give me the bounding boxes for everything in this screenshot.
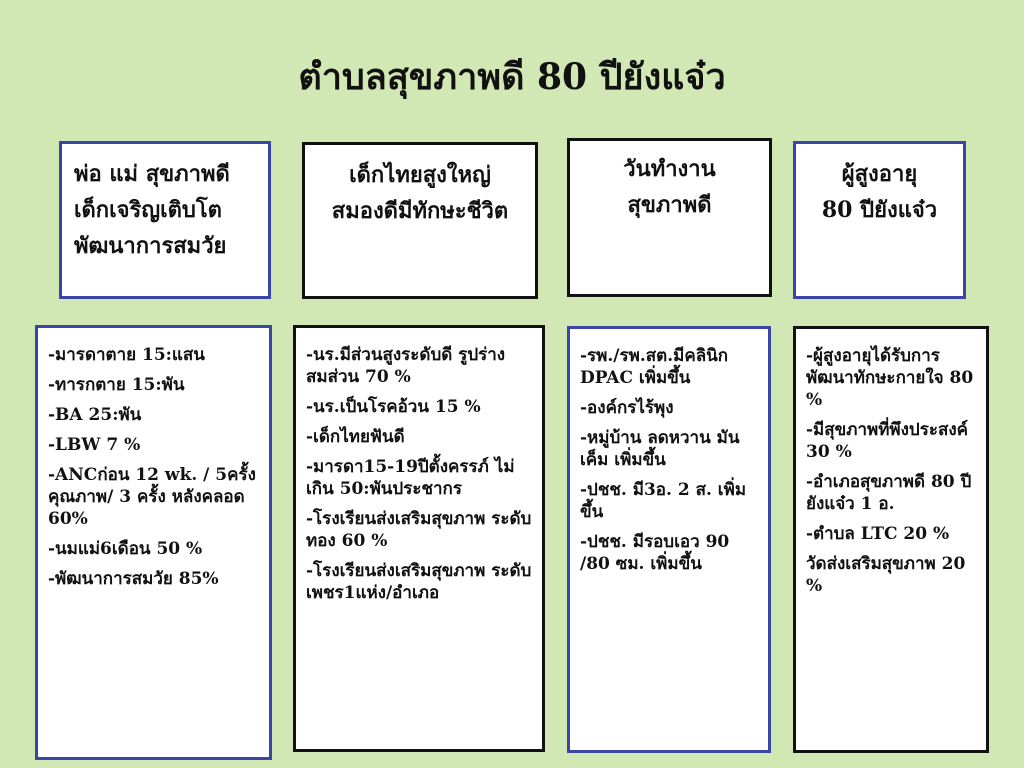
detail-item: -ทารกตาย 15:พัน — [48, 375, 185, 395]
detail-item: -พัฒนาการสมวัย 85% — [48, 569, 219, 589]
detail-item: -รพ./รพ.สต.มีคลินิก DPAC เพิ่มขึ้น — [580, 346, 729, 388]
detail-item: -หมู่บ้าน ลดหวาน มัน เค็ม เพิ่มขึ้น — [580, 428, 740, 470]
detail-item: -ตำบล LTC 20 % — [806, 524, 950, 544]
header-line: สุขภาพดี — [627, 192, 712, 218]
header-line: เด็กไทยสูงใหญ่ — [349, 162, 491, 188]
detail-item: -อำเภอสุขภาพดี 80 ปียังแจ๋ว 1 อ. — [806, 472, 972, 514]
detail-box-children — [293, 325, 545, 752]
slide-title: ตำบลสุขภาพดี 80 ปียังแจ๋ว — [298, 56, 726, 98]
detail-item: -มารดา15-19ปีตั้งครรภ์ ไม่เกิน 50:พันประชากร — [306, 457, 515, 499]
detail-item: -ผู้สูงอายุได้รับการพัฒนาทักษะกายใจ 80 % — [806, 346, 974, 410]
detail-item: -เด็กไทยฟันดี — [306, 427, 405, 447]
detail-item: -ปชช. มีรอบเอว 90 /80 ซม. เพิ่มขึ้น — [580, 532, 730, 574]
header-box-children — [302, 142, 538, 299]
detail-item: -BA 25:พัน — [48, 405, 142, 425]
header-line: ผู้สูงอายุ — [841, 161, 918, 187]
header-line: พ่อ แม่ สุขภาพดี — [74, 161, 230, 187]
detail-box-workers — [567, 326, 771, 753]
detail-item: -มีสุขภาพที่พึงประสงค์ 30 % — [806, 420, 969, 462]
header-box-workers — [567, 138, 772, 297]
detail-item: -ปชช. มี3อ. 2 ส. เพิ่มขึ้น — [580, 480, 747, 522]
header-line: เด็กเจริญเติบโต — [74, 197, 222, 223]
detail-box-parents — [35, 325, 272, 760]
header-box-elderly — [793, 141, 966, 299]
detail-item: -นร.เป็นโรคอ้วน 15 % — [306, 397, 481, 417]
detail-box-elderly — [793, 326, 989, 753]
detail-item: -โรงเรียนส่งเสริมสุขภาพ ระดับทอง 60 % — [306, 509, 532, 551]
detail-item: -โรงเรียนส่งเสริมสุขภาพ ระดับเพชร1แห่ง/อำเภอ — [306, 561, 532, 603]
detail-item: -ANCก่อน 12 wk. / 5ครั้งคุณภาพ/ 3 ครั้ง หลังคลอด 60% — [48, 465, 256, 529]
detail-item: -นร.มีส่วนสูงระดับดี รูปร่างสมส่วน 70 % — [306, 345, 506, 387]
detail-item: -นมแม่6เดือน 50 % — [48, 539, 203, 559]
detail-item: -องค์กรไร้พุง — [580, 398, 674, 418]
header-line: สมองดีมีทักษะชีวิต — [331, 198, 509, 224]
header-line: 80 ปียังแจ๋ว — [821, 197, 938, 223]
detail-item: วัดส่งเสริมสุขภาพ 20 % — [806, 554, 966, 596]
header-line: พัฒนาการสมวัย — [74, 233, 227, 259]
detail-item: -มารดาตาย 15:แสน — [48, 345, 205, 365]
header-line: วันทำงาน — [623, 156, 716, 182]
header-box-parents — [59, 141, 271, 299]
detail-item: -LBW 7 % — [48, 435, 141, 455]
